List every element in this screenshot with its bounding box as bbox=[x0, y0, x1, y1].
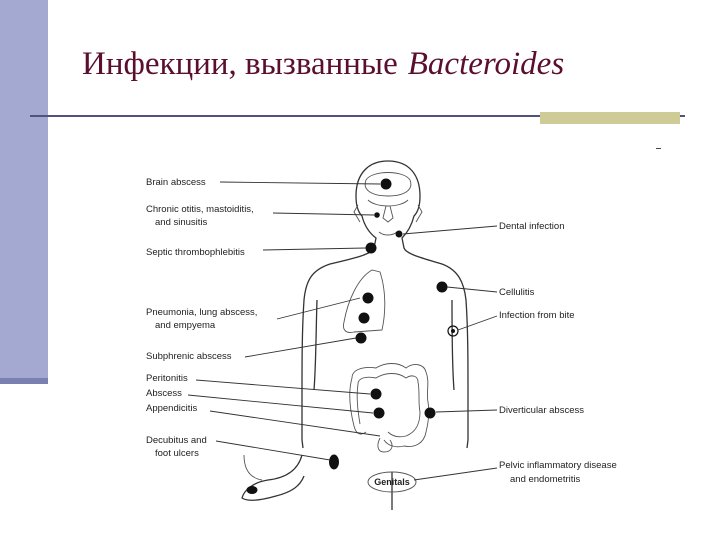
appendicitis-site-dot bbox=[374, 408, 385, 419]
leader-lines bbox=[188, 182, 497, 480]
label-pelvic-line2: and endometritis bbox=[510, 474, 581, 485]
pneumonia-site-dot bbox=[359, 313, 370, 324]
label-peritonitis: Peritonitis bbox=[146, 373, 188, 384]
title-main-text: Инфекции, вызванные bbox=[82, 46, 398, 82]
label-diverticular: Diverticular abscess bbox=[499, 405, 584, 416]
label-decubitus-line1: Decubitus and bbox=[146, 435, 207, 446]
label-brain-abscess: Brain abscess bbox=[146, 177, 206, 188]
intestine-outline bbox=[350, 364, 429, 453]
label-otitis-line2: and sinusitis bbox=[155, 217, 208, 228]
foot-ulcer-site-dot bbox=[247, 486, 258, 494]
label-dental: Dental infection bbox=[499, 221, 565, 232]
label-abscess: Abscess bbox=[146, 388, 182, 399]
diverticular-site-dot bbox=[425, 408, 436, 419]
label-septic: Septic thrombophlebitis bbox=[146, 247, 245, 258]
decubitus-site-dot bbox=[329, 455, 339, 470]
septic-site-dot bbox=[366, 243, 377, 254]
label-decubitus-line2: foot ulcers bbox=[155, 448, 199, 459]
brain-site-dot bbox=[381, 179, 392, 190]
abscess-site-dot bbox=[371, 389, 382, 400]
infection-site-markers bbox=[247, 179, 459, 495]
bite-site-dot bbox=[451, 329, 455, 333]
subphrenic-site-dot bbox=[356, 333, 367, 344]
label-bite: Infection from bite bbox=[499, 310, 575, 321]
label-otitis-line1: Chronic otitis, mastoiditis, bbox=[146, 204, 254, 215]
title-italic-text: Bacteroides bbox=[407, 46, 565, 82]
label-appendicitis: Appendicitis bbox=[146, 403, 198, 414]
cellulitis-site-dot bbox=[437, 282, 448, 293]
label-pneumonia-line1: Pneumonia, lung abscess, bbox=[146, 307, 258, 318]
label-subphrenic: Subphrenic abscess bbox=[146, 351, 232, 362]
label-cellulitis: Cellulitis bbox=[499, 287, 535, 298]
sinus-site-dot bbox=[374, 212, 380, 218]
lung-site-dot bbox=[363, 293, 374, 304]
dental-site-dot bbox=[396, 231, 403, 238]
label-pneumonia-line2: and empyema bbox=[155, 320, 216, 331]
label-pelvic-line1: Pelvic inflammatory disease bbox=[499, 460, 617, 471]
label-genitals: Genitals bbox=[374, 477, 410, 487]
